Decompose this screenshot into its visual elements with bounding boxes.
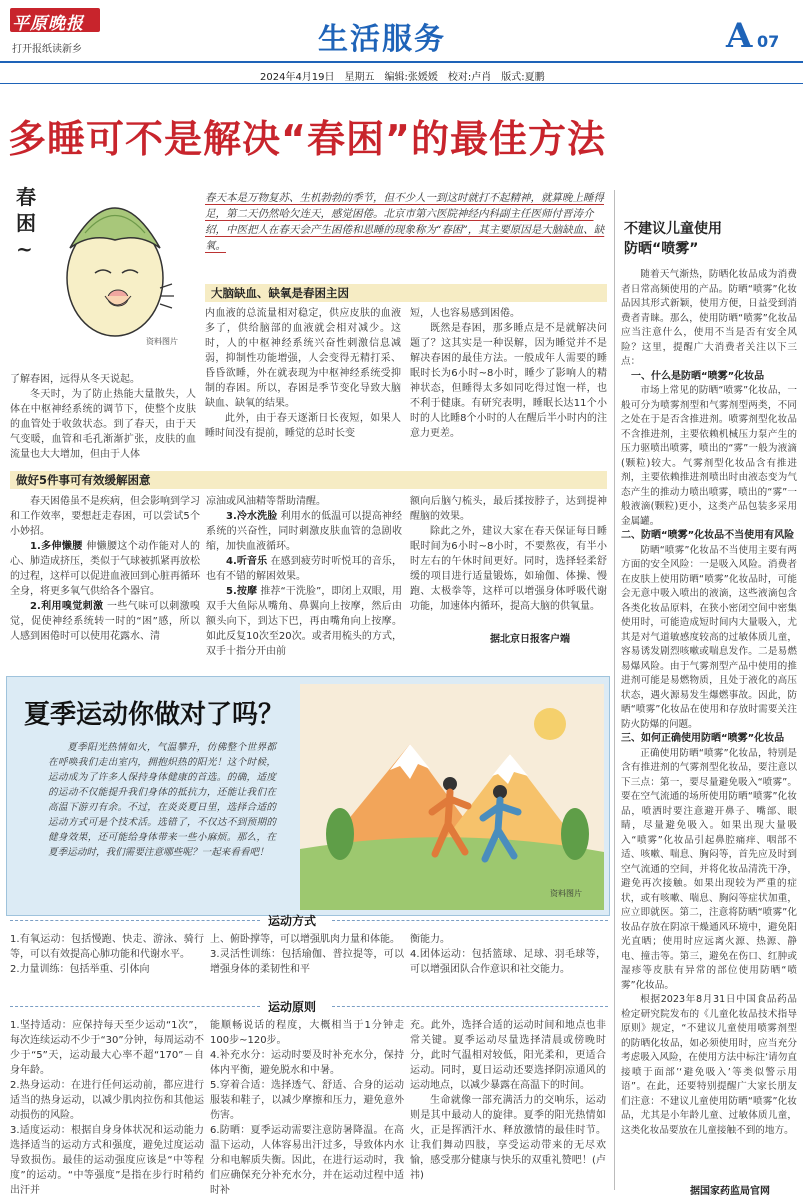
dateline: 2024年4月19日 星期五 编辑:张媛媛 校对:卢肖 版式:夏鹏: [260, 72, 545, 83]
slogan: 打开报纸读新乡: [12, 44, 82, 55]
lead-paragraph: 春天本是万物复苏、生机勃勃的季节，但不少人一到这时就打不起精神，就算晚上睡得足，第二天仍然哈欠连天，感觉困倦。北京市第六医院神经内科副主任医师付晋涛介绍，中医把人在春天会产生困倦和思睡的现象称为“春困”，其主要原因是大脑缺血、缺氧。: [205, 192, 605, 252]
left-intro: [10, 372, 196, 470]
right-p3: 防晒“喷雾”化妆品不当使用主要有两方面的安全风险：一是吸入风险。消费者在皮肤上使用防晒“喷雾”化妆品时，可能会无意中吸入喷出的液滴，这些液滴包含各类化妆品原料，在狭小密闭空间中密集使用时，可能造成短时间内大量吸入，尤其是对气道敏感度较高的过敏体质儿童，容易诱发剧烈咳嗽或喘息发作。二是易燃易爆风险。由于气雾剂型产品中使用的推进剂可能是易燃物质，且处于液化的高压状态，遇火源易发生爆燃事故。因此，防晒“喷雾”化妆品在使用和存放时需要关注防火防爆的问题。: [621, 544, 797, 730]
summer-title: 夏季运动你做对了吗？: [24, 700, 285, 730]
way-3b: 衡能力。: [410, 934, 450, 945]
way-2b: 上、俯卧撑等，可以增强肌肉力量和体能。: [210, 934, 400, 945]
right-divider: [614, 190, 615, 1190]
principle-6b: 充。此外，选择合适的运动时间和地点也非常关键。夏季运动尽量选择清晨或傍晚时分，此时气温相对较低，阳光柔和，更适合运动。同时，夏日运动还要选择阴凉通风的运动地点，以减少暴露在高温下的时间。: [410, 1020, 606, 1091]
way-col3: [410, 932, 606, 996]
tip-4-title: 4.听音乐: [226, 556, 268, 567]
principle-2: 2.热身运动：在进行任何运动前，都应进行适当的热身运动，以减少肌肉拉伤和其他运动损伤的风险。: [10, 1080, 204, 1121]
sec1-col2-p1: 短，人也容易感到困倦。: [410, 308, 520, 319]
sec2-col3: [410, 494, 607, 624]
tip-2-title: 2.利用嗅觉刺激: [30, 601, 104, 612]
sec1-col1: [205, 306, 401, 446]
logo-text: 平原晚报: [12, 14, 84, 34]
sec2-source: 据北京日报客户端: [490, 634, 570, 645]
tip-3-title: 3.冷水洗脸: [226, 511, 278, 522]
runners-illustration: [300, 684, 604, 910]
intro-line-1: 了解春困，远得从冬天说起。: [10, 374, 140, 385]
header-rule-2: [0, 83, 803, 84]
way-col2: [210, 932, 404, 996]
principle-4: 4.补充水分：运动时要及时补充水分，保持体内平衡，避免脱水和中暑。: [210, 1050, 404, 1076]
principle-6: 6.防晒：夏季运动需要注意防暑降温。在高温下运动，人体容易出汗过多，导致体内水分和电解质失衡。因此，在进行运动时，我们应确保充分补充水分，并在运动过程中适时补: [210, 1125, 404, 1196]
right-title-1: 不建议儿童使用: [624, 221, 722, 237]
main-title: 多睡可不是解决“春困”的最佳方法: [8, 117, 606, 161]
principle-col3: [410, 1018, 606, 1196]
tip-2-text: 一些气味可以刺激嗅觉，促使神经系统转一时的“困”感，所以人感到困倦时可以使用花露水、清: [10, 601, 200, 642]
principle-closing: 生命就像一部充满活力的交响乐，运动则是其中最动人的旋律。夏季的阳光热情如火，正是挥洒汗水、释放激情的最佳时节。让我们舞动四肢，享受运动带来的无尽欢愉，感受那分健康与快乐的双重礼赞吧！(卢祎): [410, 1095, 606, 1181]
page-number: 07: [757, 32, 780, 51]
running-people-icon: [300, 684, 604, 910]
principle-dash-left: [10, 1006, 260, 1007]
principle-col1: [10, 1018, 204, 1196]
sec1-col2: [410, 306, 607, 446]
principle-dash-right: [332, 1006, 608, 1007]
header-rule: [0, 61, 803, 63]
sec2-col3-p2: 除此之外，建议大家在春天保证每日睡眠时间为6小时~8小时，不要熬夜，有半小时左右的午休时间更好。同时，选择轻柔舒缓的项目进行适量锻炼，如瑜伽、体操、慢跑、太极拳等，这样可以增强身体呼吸代谢功能，加速体内循环，提高大脑的供氧量。: [410, 526, 607, 612]
right-p1: 随着天气渐热，防晒化妆品成为消费者日常高频使用的产品。防晒“喷雾”化妆品因其形式新颖，使用方便，日益受到消费者青睐。那么，使用防晒“喷雾”化妆品应当注意什么，使用不当是否有安全风险？这里，提醒广大消费者关注以下三点：: [621, 269, 797, 367]
right-p2: 市场上常见的防晒“喷雾”化妆品，一般可分为喷雾剂型和气雾剂型两类，不同之处在于是否含推进剂。喷雾剂型化妆品不含推进剂，主要依赖机械压力泵产生的压力驱喷出喷雾，喷出的“雾”一般为液滴(颗粒)较大。气雾剂型化妆品含有推进剂，主要依赖推进剂喷出时由液态变为气态产生的推动力喷出喷雾，喷出的“雾”一般液滴(颗粒)更小，这类产品包装多采用金属罐。: [621, 385, 797, 527]
sec2-intro: 春天困倦虽不是疾病，但会影响到学习和工作效率，要想赶走春困，可以尝试5个小妙招。: [10, 496, 200, 537]
way-heading: 运动方式: [268, 914, 317, 928]
right-h1: 一、什么是防晒“喷雾”化妆品: [631, 370, 765, 382]
sec1-col2-p2: 既然是春困，那多睡点是不是就解决问题了？这其实是一种误解，因为睡觉并不是解决春困的最佳方法。一般成年人需要的睡眠时长为6小时~8小时，睡少了影响人的精神状态，但睡得太多如同吃得过饱一样，也不利于健康。有研究表明，睡眠长达11个小时的人比睡8个小时的人在醒后半小时内的注意力更差。: [410, 323, 607, 439]
page-letter: A: [726, 16, 753, 56]
tip-1-title: 1.多伸懒腰: [30, 541, 83, 552]
right-h3: 三、如何正确使用防晒“喷雾”化妆品: [621, 733, 785, 744]
principle-1: 1.坚持适动：应保持每天至少运动“1次”，每次连续运动不少于“30”分钟，每周运动不少于“5”天，运动最大心率不超“170”－自身年龄。: [10, 1020, 204, 1076]
way-4: 4.团体运动：包括篮球、足球、羽毛球等，可以增强团队合作意识和社交能力。: [410, 949, 606, 975]
way-col1: [10, 932, 204, 996]
right-body: [621, 268, 797, 1178]
sec1-col1-p2: 此外，由于春天逐渐日长夜短，如果人睡时间没有提前，睡觉的总时长变: [205, 413, 401, 439]
section-heading-2: 做好5件事可有效缓解困意: [10, 471, 607, 489]
tip-5-title: 5.按摩: [226, 586, 258, 597]
way-1: 1.有氧运动：包括慢跑、快走、游泳、骑行等，可以有效提高心肺功能和代谢水平。: [10, 934, 204, 960]
way-3: 3.灵活性训练：包括瑜伽、普拉提等，可以增强身体的柔韧性和平: [210, 949, 404, 975]
illustration: [10, 178, 200, 348]
right-p5: 根据2023年8月31日中国食品药品检定研究院发布的《儿童化妆品技术指导原则》规定，“不建议儿童使用喷雾剂型的防晒化妆品，如必须使用时，应当充分考虑吸入风险，在使用方法中标注‘请勿直接喷于面部’‘避免吸入’等类似警示用语”。在此，还要特别提醒广大家长朋友们注意：不建议儿童使用防晒“喷雾”化妆品，尤其是小年龄儿童、过敏体质儿童，这类化妆品要放在儿童接触不到的地方。: [621, 994, 797, 1136]
way-2: 2.力量训练：包括举重、引体向: [10, 964, 150, 975]
sec2-col3-p1: 额向后脑勺梳头，最后揉按脖子，达到提神醒脑的效果。: [410, 496, 607, 522]
masthead: [0, 0, 803, 83]
section-title: 生活服务: [318, 22, 446, 57]
principle-3b: 能顺畅说话的程度，大概相当于1分钟走100步~120步。: [210, 1020, 404, 1046]
principle-5: 5.穿着合适：选择透气、舒适、合身的运动服装和鞋子，以减少摩擦和压力，避免意外伤害。: [210, 1080, 404, 1121]
tip-2-cont: 凉油或风油精等帮助清醒。: [206, 496, 326, 507]
principle-heading: 运动原则: [268, 1000, 317, 1014]
right-source: 据国家药监局官网: [690, 1186, 770, 1197]
sec2-col2: [206, 494, 403, 657]
principle-3: 3.适度运动：根据自身身体状况和运动能力选择适当的运动方式和强度，避免过度运动导致损伤。最佳的运动强度应该是“中等程度”的运动。“中等强度”是指在步行时稍约出汗并: [10, 1125, 204, 1196]
way-dash-left: [10, 920, 260, 921]
illustration-label: 春困~: [16, 185, 36, 261]
tip-3-text: 利用水的低温可以提高神经系统的兴奋性，同时刺激皮肤血管的急剧收缩，加快血液循环。: [206, 511, 402, 552]
sec1-col1-p1: 内血液的总流量相对稳定，供应皮肤的血液多了，供给脑部的血液就会相对减少。这时，人的中枢神经系统兴奋性刺激信息减弱，抑制性功能增强，人会变得无精打采、昏昏欲睡，外在就表现为中枢神经系统受抑制的春困。所以，春困是季节变化导致大脑缺血、缺氧的结果。: [205, 308, 401, 409]
summer-credit: 资料图片: [550, 889, 582, 898]
right-title-2: 防晒“喷雾”: [624, 241, 699, 257]
tip-5-text: 推荐“干洗脸”，即闭上双眼，用双手大鱼际从嘴角、鼻翼向上按摩，然后由额头向下，到达下巴，再由嘴角向上按摩。如此反复10次至20次。或者用梳头的方式，双手十指分开由前: [206, 586, 402, 657]
right-h2: 二、防晒“喷雾”化妆品不当使用有风险: [621, 530, 795, 541]
right-p4: 正确使用防晒“喷雾”化妆品，特别是含有推进剂的气雾剂型化妆品，要注意以下三点：第一，要尽量避免吸入“喷雾”。要在空气流通的场所使用防晒“喷雾”化妆品，喷洒时要注意避开鼻子、嘴部、眼睛，尽量避免吸入。如果出现大量吸入“喷雾”化妆品引起鼻腔痛痒、咽部不适、咳嗽、喘息、胸闷等，首先应及时到空气流通的空间，并将化妆品清洗干净，避免再次接触。如果出现较为严重的症状，或有咳嗽、喘息、胸闷等症状加重，应立即就医。第二，注意将防晒“喷雾”化妆品存放在阴凉干燥通风环境中，避免阳光直晒；使用时应远离火源、热源、静电、撞击等。第三，避免在伤口、红肿或湿疹等皮肤有异常的部位使用防晒“喷雾”化妆品。: [621, 747, 797, 991]
tip-4-text: 在感到疲劳时听悦耳的音乐，也有不错的解困效果。: [206, 556, 403, 582]
illustration-credit: 资料图片: [146, 337, 178, 346]
principle-col2: [210, 1018, 404, 1196]
intro-line-2: 冬天时，为了防止热能大量散失，人体在中枢神经系统的调节下，使整个皮肤的血管处于收敛状态。到了春天，由于天气变暖，血管和毛孔渐渐扩张，皮肤的血流量也大大增加，但由于人体: [10, 389, 196, 460]
sleepy-bamboo-shoot-icon: [10, 178, 200, 348]
way-dash-right: [332, 920, 608, 921]
section-heading-1: 大脑缺血、缺氧是春困主因: [205, 284, 607, 302]
tip-1-text: 伸懒腰这个动作能对人的心、肺造成挤压，类似于气球被抓紧再放松的过程，这样可以促进血液回到心脏再循环全身，将更多氧气供给各个器官。: [10, 541, 200, 597]
sec2-col1: [10, 494, 200, 644]
summer-intro: 夏季阳光热情如火，气温攀升，仿佛整个世界都在呼唤我们走出室内，拥抱炽热的阳光！这个时候，运动成为了许多人保持身体健康的首选。的确，适度的运动不仅能提升我们身体的抵抗力，还能让我们在高温下游刃有余。不过，在炎炎夏日里，选择合适的运动方式可是个技术活。选错了，不仅达不到预期的健身效果，还可能给身体带来一些小麻烦。那么，在夏季运动时，我们需要注意哪些呢？一起来看看吧！: [48, 742, 276, 858]
